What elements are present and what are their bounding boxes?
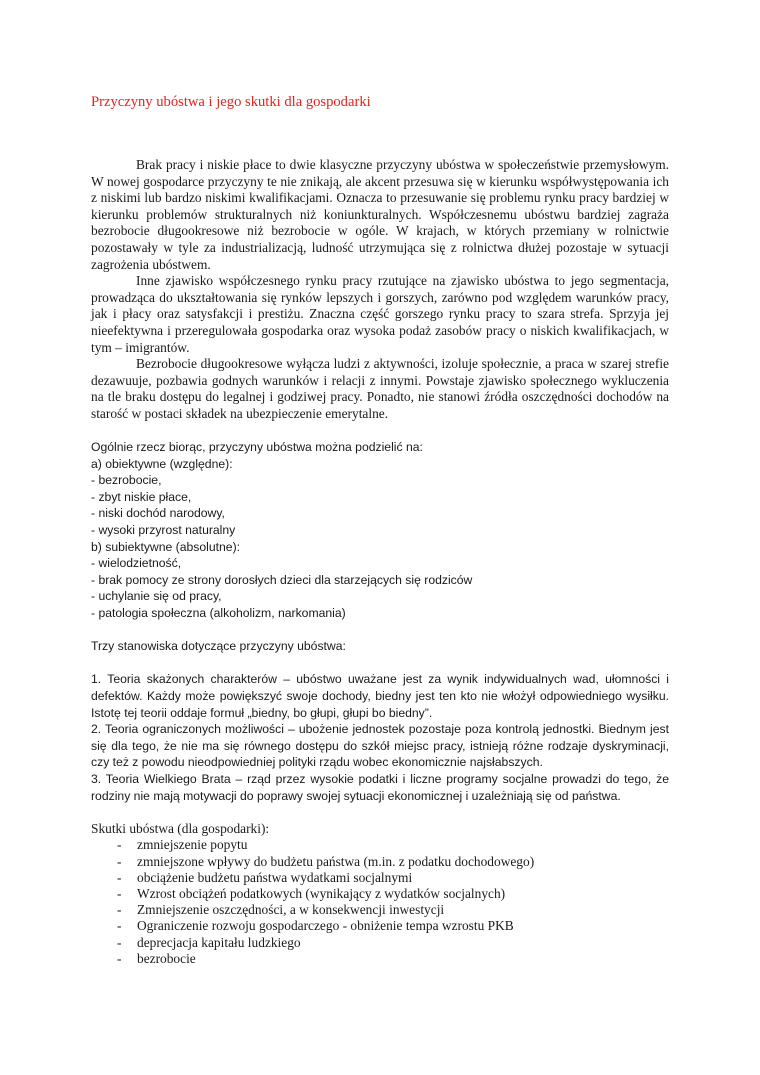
- list-item: [91, 854, 669, 870]
- effect-text: bezrobocie: [137, 950, 196, 966]
- list-item: [91, 951, 669, 967]
- dash-bullet: -: [117, 869, 122, 885]
- spacer: [91, 804, 669, 821]
- causes-line: - zbyt niskie płace,: [91, 489, 192, 504]
- causes-section: [91, 439, 669, 804]
- spacer: [91, 423, 669, 440]
- dash-bullet: -: [117, 885, 122, 901]
- list-item: [91, 918, 669, 934]
- causes-line: - wielodzietność,: [91, 556, 182, 571]
- causes-line: - wysoki przyrost naturalny: [91, 523, 236, 538]
- theories-heading: Trzy stanowiska dotyczące przyczyny ubóstwa:: [91, 639, 346, 654]
- effect-text: Wzrost obciążeń podatkowych (wynikający z wydatków socjalnych): [137, 885, 506, 901]
- dash-bullet: -: [117, 837, 122, 853]
- list-item: [91, 886, 669, 902]
- effects-heading: Skutki ubóstwa (dla gospodarki):: [91, 820, 270, 836]
- effect-text: deprecjacja kapitału ludzkiego: [137, 934, 301, 950]
- causes-line: b) subiektywne (absolutne):: [91, 539, 241, 554]
- effects-list: [91, 837, 669, 967]
- spacer: [91, 622, 669, 639]
- causes-line: - niski dochód narodowy,: [91, 506, 225, 521]
- theory-item-1: 1. Teoria skażonych charakterów – ubóstwo uważane jest za wynik indywidualnych wad, ułomności i defektów. Każdy może powiększyć swoje dochody, biedny jest ten kto nie włożył odpowiedniego wysiłku. Istotę tej teorii oddaje formuł „biedny, bo głupi, głupi bo biedny”.: [91, 672, 669, 720]
- dash-bullet: -: [117, 934, 122, 950]
- dash-bullet: -: [117, 950, 122, 966]
- effect-text: Zmniejszenie oszczędności, a w konsekwencji inwestycji: [137, 902, 445, 918]
- intro-paragraph-1: Brak pracy i niskie płace to dwie klasyczne przyczyny ubóstwa w społeczeństwie przemysłowym. W nowej gospodarce przyczyny te nie znikają, ale akcent przesuwa się w kierunku współwystępowania ich z niskimi lub bardzo niskimi kwalifikacjami. Oznacza to przesuwanie się problemu rynku pracy bardziej w kierunku problemów strukturalnych niż koniunkturalnych. Współczesnemu ubóstwu bardziej zagraża bezrobocie długookresowe niż bezrobocie w ogóle. W krajach, w których przemiany w rolnictwie pozostawały w tyle za industrializacją, ludność utrzymująca się z rolnictwa dłużej pozostaje w sytuacji zagrożenia ubóstwem.: [91, 157, 669, 272]
- document-title: Przyczyny ubóstwa i jego skutki dla gospodarki: [91, 94, 371, 110]
- intro-paragraph-3: Bezrobocie długookresowe wyłącza ludzi z aktywności, izoluje społecznie, a praca w szarej strefie dezawuuje, pozbawia godnych warunków i relacji z innymi. Powstaje zjawisko społecznego wykluczenia na tle braku dostępu do legalnej i godziwej pracy. Ponadto, nie stanowi źródła oszczędności dochodów na starość w postaci składek na ubezpieczenie emerytalne.: [91, 356, 669, 421]
- causes-line: - brak pomocy ze strony dorosłych dzieci dla starzejących się rodziców: [91, 572, 473, 587]
- intro-paragraph-2: Inne zjawisko współczesnego rynku pracy rzutujące na zjawisko ubóstwa to jego segmentacja, prowadząca do ukształtowania się rynków lepszych i gorszych, zarówno pod względem warunków pracy, jak i płacy oraz satysfakcji i prestiżu. Znaczna część gorszego rynku pracy to szara strefa. Sprzyja jej nieefektywna i przeregulowała gospodarka oraz wysoka podaż zasobów pracy o niskich kwalifikacjach, w tym – imigrantów.: [91, 273, 669, 355]
- effect-text: zmniejszenie popytu: [137, 837, 248, 853]
- causes-line: a) obiektywne (względne):: [91, 456, 233, 471]
- effect-text: zmniejszone wpływy do budżetu państwa (m.in. z podatku dochodowego): [137, 853, 535, 869]
- effect-text: Ograniczenie rozwoju gospodarczego - obniżenie tempa wzrostu PKB: [137, 918, 514, 934]
- list-item: [91, 837, 669, 853]
- list-item: [91, 935, 669, 951]
- intro-section: [91, 157, 669, 423]
- dash-bullet: -: [117, 918, 122, 934]
- dash-bullet: -: [117, 853, 122, 869]
- causes-line: - patologia społeczna (alkoholizm, narkomania): [91, 606, 346, 621]
- document-page: [91, 93, 669, 967]
- causes-line: - bezrobocie,: [91, 473, 162, 488]
- list-item: [91, 870, 669, 886]
- theory-item-2: 2. Teoria ograniczonych możliwości – ubożenie jednostek pozostaje poza kontrolą jednostki. Biednym jest się dla tego, że nie ma się równego dostępu do szkół miejsc pracy, istnieją różne rodzaje dyskryminacji, czy też z powodu nieodpowiedniej polityki rządu wobec ekonomicznie najsłabszych.: [91, 722, 669, 770]
- spacer: [91, 655, 669, 672]
- list-item: [91, 902, 669, 918]
- dash-bullet: -: [117, 902, 122, 918]
- effect-text: obciążenie budżetu państwa wydatkami socjalnymi: [137, 869, 413, 885]
- theory-item-3: 3. Teoria Wielkiego Brata – rząd przez wysokie podatki i liczne programy socjalne prowadzi do tego, że rodziny nie mają motywacji do poprawy swojej sytuacji ekonomicznej i uzależniają się od państwa.: [91, 771, 669, 803]
- causes-heading: Ogólnie rzecz biorąc, przyczyny ubóstwa można podzielić na:: [91, 440, 423, 455]
- effects-section: [91, 821, 669, 967]
- causes-line: - uchylanie się od pracy,: [91, 589, 222, 604]
